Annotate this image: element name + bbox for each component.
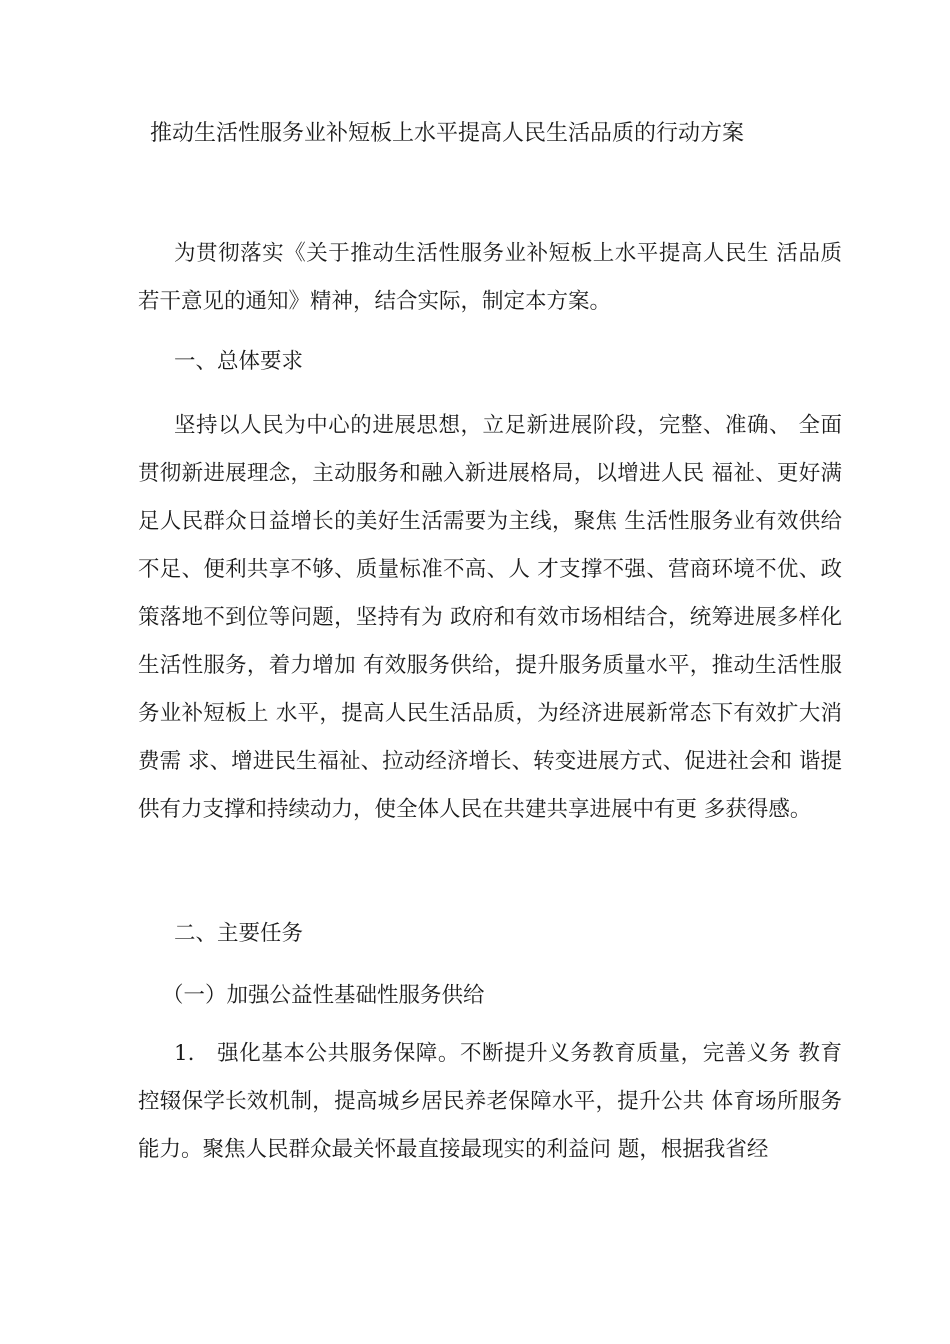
general-requirements-paragraph: 坚持以人民为中心的进展思想，立足新进展阶段，完整、准确、 全面贯彻新进展理念，主动服务和融入新进展格局，以增进人民 福祉、更好满足人民群众日益增长的美好生活需要为主线，聚焦 生活性服务业有效供给不足、便利共享不够、质量标准不高、人 才支撑不强、营商环境不优、政策落地不到位等问题，坚持有为 政府和有效市场相结合，统筹进展多样化生活性服务，着力增加 有效服务供给，提升服务质量水平，推动生活性服务业补短板上 水平，提高人民生活品质，为经济进展新常态下有效扩大消费需 求、增进民生福祉、拉动经济增长、转变进展方式、促进社会和 谐提供有力支撑和持续动力，使全体人民在共建共享进展中有更 多获得感。 — [138, 413, 842, 822]
section-heading-general-requirements: 一、总体要求 — [174, 349, 304, 374]
subsection-heading-public-services: （一）加强公益性基础性服务供给 — [162, 983, 485, 1008]
task-item-paragraph: 1. 强化基本公共服务保障。不断提升义务教育质量，完善义务 教育控辍保学长效机制，提高城乡居民养老保障水平，提升公共 体育场所服务能力。聚焦人民群众最关怀最直接最现实的利益问 题，根据我省经 — [138, 1041, 842, 1162]
document-title: 推动生活性服务业补短板上水平提高人民生活品质的行动方案 — [150, 121, 745, 146]
intro-paragraph: 为贯彻落实《关于推动生活性服务业补短板上水平提高人民生 活品质若干意见的通知》精神，结合实际，制定本方案。 — [138, 241, 842, 314]
section-heading-main-tasks: 二、主要任务 — [174, 921, 304, 946]
